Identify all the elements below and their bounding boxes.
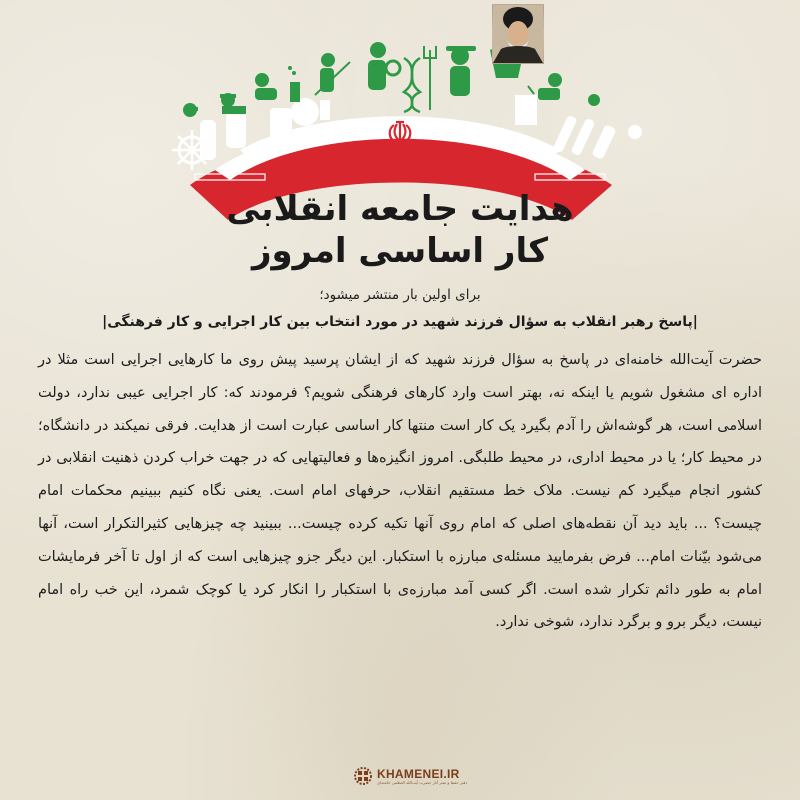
- page-title-line2: کار اساسی امروز: [251, 231, 549, 271]
- police-officer-icon: [220, 93, 246, 114]
- farmer-pitchfork-icon: [424, 46, 476, 110]
- dna-icon: [404, 58, 420, 112]
- logo-text: KHAMENEI.IR: [377, 766, 460, 781]
- body-paragraph: حضرت آیت‌الله خامنه‌ای در پاسخ به سؤال فرزند شهید که از ایشان پرسید پیش روی ما کارهایی اجرایی است مثلا در اداره ای مشغول شویم یا اینکه نه، بهتر است وارد کارهای فرهنگی شویم؟ فرمودند که: کار اجرایی عیبی ندارد، دولت اسلامی است، هر گوشه‌اش را آدم بگیرد یک کار است منتها کار اساسی عبارت است از هدایت. فرقی نمیکند در دانشگاه؛ در محیط کار؛ یا در محیط اداری، در محیط طلبگی. امروز انگیزه‌ها و فعالیتهایی که در جهت خراب کردن ذهنیت انقلابی در کشور انجام میگیرد کم نیست. ملاک خط مستقیم انقلاب، حرفهای امام است. یعنی نگاه کنیم ببینیم محکمات امام چیست؟ ... باید دید آن نقطه‌های اصلی که امام روی آنها تکیه کرده چیست... ببینید چه چیزهایی کثیرالتکرار است، آنها می‌شود بیّنات امام... فرض بفرمایید مسئله‌ی مبارزه با استکبار. این دیگر جزو چیزهایی است که از اول تا آخر فرمایشات امام به طور دائم تکرار شده است. اگر کسی آمد مبارزه‌ی با استکبار را انکار کرد یا کوچک شمرد، این خب راه امام نیست، دیگر برو و برگرد ندارد، شوخی ندارد.: [38, 352, 762, 631]
- portrait-photo: [492, 4, 544, 64]
- title-block: [0, 188, 800, 272]
- page-title-line1: هدایت جامعه انقلابی: [226, 189, 574, 229]
- khamenei-logo-icon: [352, 765, 374, 787]
- lead-heading: |پاسخ رهبر انقلاب به سؤال فرزند شهید در مورد انتخاب بین کار اجرایی و کار فرهنگی|: [102, 314, 698, 330]
- footer-logo: [352, 765, 467, 787]
- workers-group-icon: [588, 94, 600, 106]
- scientist-chemist-icon: [255, 66, 300, 102]
- sailor-icon: [183, 103, 198, 117]
- header-illustration: [0, 0, 800, 220]
- logo-subtext: دفتر حفظ و نشر آثار حضرت آیت‌الله العظمی خامنه‌ای: [377, 779, 468, 785]
- researcher-magnifier-icon: [368, 42, 400, 90]
- miner-pickaxe-icon: [315, 53, 350, 95]
- subtitle: برای اولین بار منتشر میشود؛: [319, 287, 481, 303]
